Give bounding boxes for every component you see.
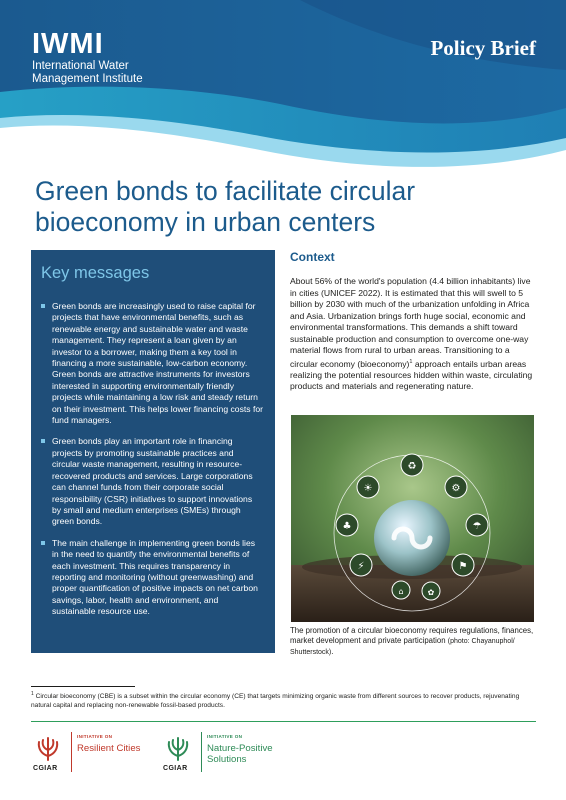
context-body-text-1: About 56% of the world's population (4.4 billion inhabitants) live in cities (UNICEF 2022). It is estimated that this will swell to 5 billion by 2030 with much of the urbanization unfolding in Africa and Asia. Urbanization brings forth huge social, economic and environmental transformations. This demands a shift toward sustainable production and consumption to overcome one-way material flows from rural to urban areas. Transitioning to a circular economy (bioeconomy) xyxy=(290,276,531,369)
key-message-item xyxy=(41,436,263,527)
svg-text:♻: ♻ xyxy=(407,461,417,472)
photo-caption-end: . xyxy=(331,647,334,656)
footnote-divider xyxy=(31,686,135,687)
key-message-text: Green bonds are increasingly used to raise capital for projects that have environmental benefits, such as renewable energy and sustainable water and waste management. They represent a loan given by an investor to a borrower, making them a key tool in financing a more sustainable, low-carbon economy. Green bonds are attractive instruments for investors interested in supporting environmentally friendly projects while maintaining a low risk and steady return on their investment. This helps lower financing costs for fund managers. xyxy=(52,301,263,426)
footnote-number: 1 xyxy=(31,691,34,697)
iwmi-logo-name-line1: International Water xyxy=(32,60,129,72)
svg-text:☂: ☂ xyxy=(472,521,482,532)
iwmi-logo xyxy=(32,30,192,86)
header-wave-graphic xyxy=(0,0,566,175)
logo-separator xyxy=(201,732,202,772)
bullet-square-icon xyxy=(41,304,45,308)
initiative-label: INITIATIVE ON xyxy=(207,734,243,739)
initiative-name-line1: Nature-Positive xyxy=(207,743,273,754)
policy-brief-label: Policy Brief xyxy=(430,36,536,60)
photo-illustration xyxy=(291,415,534,622)
key-message-item xyxy=(41,301,263,426)
key-messages-list xyxy=(41,301,263,618)
cgiar-wordmark: CGIAR xyxy=(163,765,188,772)
key-message-item xyxy=(41,538,263,618)
footer-divider xyxy=(31,721,536,722)
logo-separator xyxy=(71,732,72,772)
footnote xyxy=(31,690,536,710)
svg-text:⚙: ⚙ xyxy=(451,483,461,494)
svg-text:✿: ✿ xyxy=(427,588,435,597)
key-messages-heading: Key messages xyxy=(41,264,150,282)
svg-text:⚑: ⚑ xyxy=(458,561,468,572)
cgiar-wordmark: CGIAR xyxy=(33,765,58,772)
initiative-label: INITIATIVE ON xyxy=(77,734,113,739)
svg-text:☀: ☀ xyxy=(363,483,373,494)
nature-positive-solutions-logo xyxy=(163,730,293,776)
initiative-name xyxy=(207,743,273,765)
resilient-cities-logo xyxy=(33,730,153,776)
svg-text:⌂: ⌂ xyxy=(398,587,404,596)
footnote-text: Circular bioeconomy (CBE) is a subset within the circular economy (CE) that targets minimizing organic waste from different sources to recover products, rejuvenating natural capital and replacing non-renewable fossil-based products. xyxy=(31,693,520,710)
photo-credit: (photo: Chayanuphol/ Shutterstock) xyxy=(290,638,515,656)
key-message-text: Green bonds play an important role in financing projects by promoting sustainable practices and circular waste management, resulting in resource-recovered products and services. Large corporations can channel funds from their corporate social responsibility (CSR) initiatives to support innovations by small and medium enterprises (SMEs) through green bonds. xyxy=(52,436,253,527)
footnote-reference[interactable]: 1 xyxy=(409,358,413,365)
page-title-line1: Green bonds to facilitate circular xyxy=(35,176,416,206)
page-title xyxy=(35,176,435,238)
circular-bioeconomy-photo xyxy=(291,415,534,622)
photo-caption-text: The promotion of a circular bioeconomy requires regulations, finances, market development and private participation xyxy=(290,626,534,645)
bullet-square-icon xyxy=(41,439,45,443)
context-body-text-2: approach entails urban areas realizing the potential resources hidden within waste, circulating products and materials and regenerating nature. xyxy=(290,358,533,392)
header-banner xyxy=(0,0,566,175)
svg-text:⚡: ⚡ xyxy=(357,561,365,572)
svg-text:♣: ♣ xyxy=(342,521,352,532)
context-body xyxy=(290,276,534,393)
bullet-square-icon xyxy=(41,541,45,545)
iwmi-logo-name-line2: Management Institute xyxy=(32,73,143,85)
initiative-name: Resilient Cities xyxy=(77,743,141,754)
iwmi-logo-mark: IWMI xyxy=(32,28,104,60)
photo-caption xyxy=(290,626,536,658)
context-heading: Context xyxy=(290,250,335,264)
page-title-line2: bioeconomy in urban centers xyxy=(35,207,376,237)
key-message-text: The main challenge in implementing green bonds lies in the need to quantify the environmental benefits of each investment. This requires transparency in reporting and monitoring (without greenwashing) and proper quantification of positive impacts on net carbon savings, labor, health and environment, and sustainable resource use. xyxy=(52,537,258,617)
initiative-name-line2: Solutions xyxy=(207,754,247,765)
key-messages-box xyxy=(31,250,275,653)
